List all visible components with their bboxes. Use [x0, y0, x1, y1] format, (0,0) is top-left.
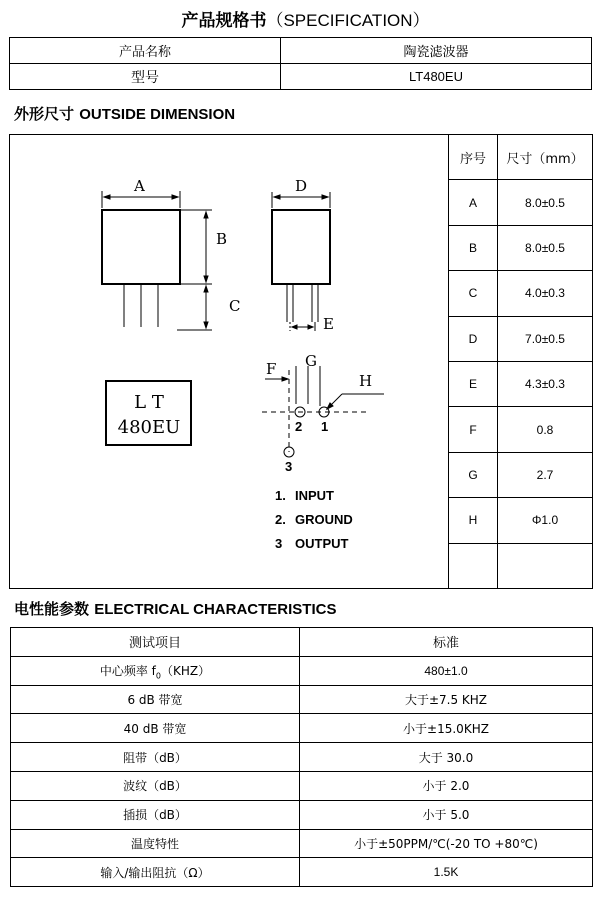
table-row: 插损（dB） 小于 5.0: [11, 800, 593, 829]
side-view-body: [272, 210, 330, 284]
list-item: 2. GROUND: [275, 512, 353, 527]
electrical-heading-en: ELECTRICAL CHARACTERISTICS: [94, 601, 337, 618]
title-en: （SPECIFICATION）: [266, 11, 430, 30]
page-title: [0, 6, 611, 31]
marking-line-2: 480EU: [117, 417, 181, 438]
table-row: 6 dB 带宽 大于±7.5 KHZ: [11, 685, 593, 714]
table-row: 阻带（dB） 大于 30.0: [11, 743, 593, 772]
outside-heading-en: OUTSIDE DIMENSION: [79, 106, 236, 123]
label-c: C: [229, 297, 241, 315]
electrical-heading: [14, 598, 336, 619]
product-name-value: 陶瓷滤波器: [281, 38, 592, 64]
dimension-drawing: [9, 134, 449, 589]
table-row: G 2.7: [449, 452, 593, 497]
table-row: [449, 135, 593, 180]
dimension-table: [448, 134, 593, 589]
outside-dimension-heading: [14, 103, 235, 124]
table-row: D 7.0±0.5: [449, 316, 593, 361]
table-row: B 8.0±0.5: [449, 225, 593, 270]
table-row: E 4.3±0.3: [449, 361, 593, 406]
table-row: H Φ1.0: [449, 498, 593, 543]
table-row: 温度特性 小于±50PPM/℃(-20 TO +80℃): [11, 829, 593, 858]
seq-header: 序号: [449, 135, 498, 180]
product-name-label: 产品名称: [10, 38, 281, 64]
product-info-table: [9, 37, 592, 90]
table-row: 波纹（dB） 小于 2.0: [11, 771, 593, 800]
size-header: 尺寸（mm）: [498, 135, 593, 180]
title-cn: 产品规格书: [181, 11, 267, 31]
model-label: 型号: [10, 64, 281, 90]
label-h: H: [359, 372, 373, 390]
list-item: 1. INPUT: [275, 488, 334, 503]
label-pin-2: 2: [295, 419, 303, 434]
label-f: F: [266, 360, 277, 378]
label-a: A: [134, 177, 145, 195]
label-pin-3: 3: [285, 459, 293, 474]
table-row: [10, 64, 592, 90]
table-row: [10, 38, 592, 64]
label-d: D: [295, 177, 308, 195]
table-row: F 0.8: [449, 407, 593, 452]
table-row: 40 dB 带宽 小于±15.0KHZ: [11, 714, 593, 743]
item-header: 测试项目: [11, 628, 300, 657]
front-view-body: [102, 210, 180, 284]
table-row: [11, 628, 593, 657]
table-row: [11, 656, 593, 685]
table-row: [449, 543, 593, 588]
center-frequency-label: 中心频率 $f_0(KHZ)$: [11, 656, 300, 685]
outside-heading-cn: 外形尺寸: [14, 105, 75, 123]
electrical-heading-cn: 电性能参数: [14, 600, 90, 618]
table-row: A 8.0±0.5: [449, 180, 593, 225]
model-value: LT480EU: [281, 64, 592, 90]
label-g: G: [305, 352, 317, 370]
standard-header: 标准: [300, 628, 593, 657]
list-item: 3 OUTPUT: [275, 536, 349, 551]
pin-list: [275, 484, 353, 556]
table-row: 输入/输出阻抗（Ω） 1.5K: [11, 858, 593, 887]
electrical-table: [10, 627, 593, 887]
label-b: B: [216, 230, 228, 248]
marking-line-1: L T: [134, 392, 164, 413]
center-frequency-value: 480±1.0: [300, 656, 593, 685]
label-e: E: [323, 315, 334, 333]
table-row: C 4.0±0.3: [449, 271, 593, 316]
label-pin-1: 1: [321, 419, 329, 434]
